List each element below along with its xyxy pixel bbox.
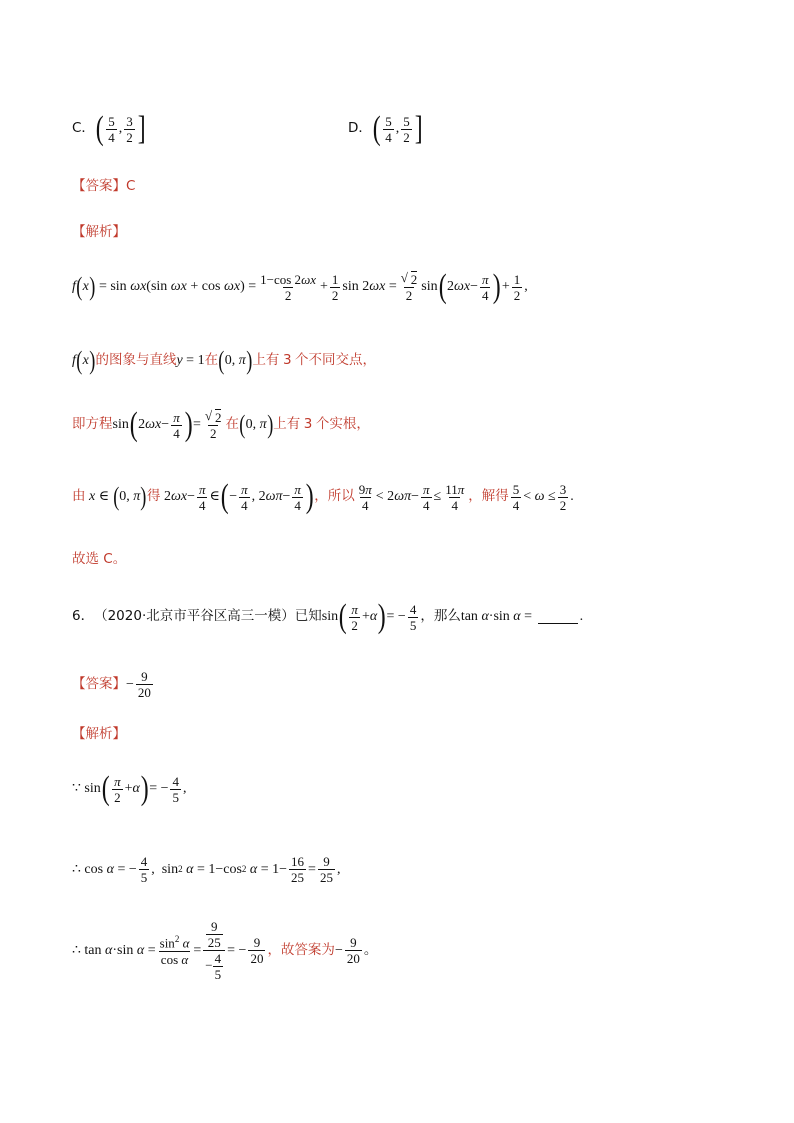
- q5-line1: f ( x ) 的图象与直线 y = 1 在 ( 0, π ) 上有 3 个不同交点，: [72, 346, 377, 375]
- q6-answer: 【答案】 − $\frac{9}{20}$: [72, 669, 151, 700]
- q6-source: （2020·北京市平谷区高三一模）已知: [94, 608, 322, 625]
- q6-step1: ∵ sin ( $\frac{\pi}{2}$ + α ) = − $\frac{4}{5}$ ,: [72, 770, 187, 807]
- answer-tag: 【答案】: [72, 178, 126, 194]
- q5-conclusion: 故选 C。: [72, 551, 127, 567]
- q6-step2: ∴ cos α = − $\frac{4}{5}$ , sin 2 α = 1−cos 2 α = 1− $\frac{16}{25}$ = $\frac{9}{25}$ ,: [72, 854, 341, 885]
- q6-analysis-tag: 【解析】: [72, 726, 126, 742]
- q5-line3: 由 x ∈ ( 0, π ) 得 2 ωx − $\frac{\pi}{4}$ ∈ ( − $\frac{\pi}{4}$ , 2 ωπ − $\frac{\pi}{4}$ ) ，所以 $\frac{9\pi}{4}$ < 2 ωπ − $\frac{\pi}{4}$ ≤ $\frac{11\pi}{4}$ ，解得 $\frac{5}{4}$ < ω ≤ $\frac{3}{2}$ .: [72, 478, 574, 515]
- option-c-frac2: $\frac{3}{2}$: [126, 113, 133, 145]
- option-c: C． ( $\frac{5}{4}$ , $\frac{3}{2}$ ]: [72, 110, 146, 147]
- option-d: D． ( $\frac{5}{4}$ , $\frac{5}{2}$ ]: [348, 110, 423, 147]
- q6-step3: ∴ tan α ·sin α = $\frac{\sin^2 \alpha}{\text{cos α}}$ = $\frac{9}{25}$ − $\frac{4}{5}$ = − $\frac{9}{20}$ ，故答案为 − $\frac{9}{20}$ 。: [72, 919, 378, 982]
- option-c-frac1: $\frac{5}{4}$: [108, 113, 115, 145]
- option-c-label: C．: [72, 120, 95, 137]
- q6-answer-blank: [538, 611, 578, 624]
- q5-derivation: f ( x ) = sin ωx (sin ωx + cos ωx ) = $\frac{1-\cos 2\omega x}{2}$ + $\frac{1}{2}$ sin 2 ωx = √ $\frac{2}{2}$ sin ( 2 ωx − $\frac{\pi}{4}$ ) + $\frac{1}{2}$ ,: [72, 270, 528, 304]
- answer-value: C: [126, 178, 136, 194]
- q5-analysis-tag: 【解析】: [72, 224, 126, 240]
- q5-line2: 即方程 sin ( 2 ωx − $\frac{\pi}{4}$ ) = √ $\frac{2}{2}$ 在 ( 0, π ) 上有 3 个实根，: [72, 408, 370, 442]
- q5-answer: [72, 180, 135, 194]
- option-d-frac2: $\frac{5}{2}$: [403, 113, 410, 145]
- q6-stem: 6． （2020·北京市平谷区高三一模）已知 sin ( $\frac{\pi}{2}$ + α ) = − $\frac{4}{5}$ ，那么 tan α ·sin α = .: [72, 598, 584, 635]
- option-d-frac1: $\frac{5}{4}$: [385, 113, 392, 145]
- q6-number: 6．: [72, 608, 95, 625]
- option-d-label: D．: [348, 120, 372, 137]
